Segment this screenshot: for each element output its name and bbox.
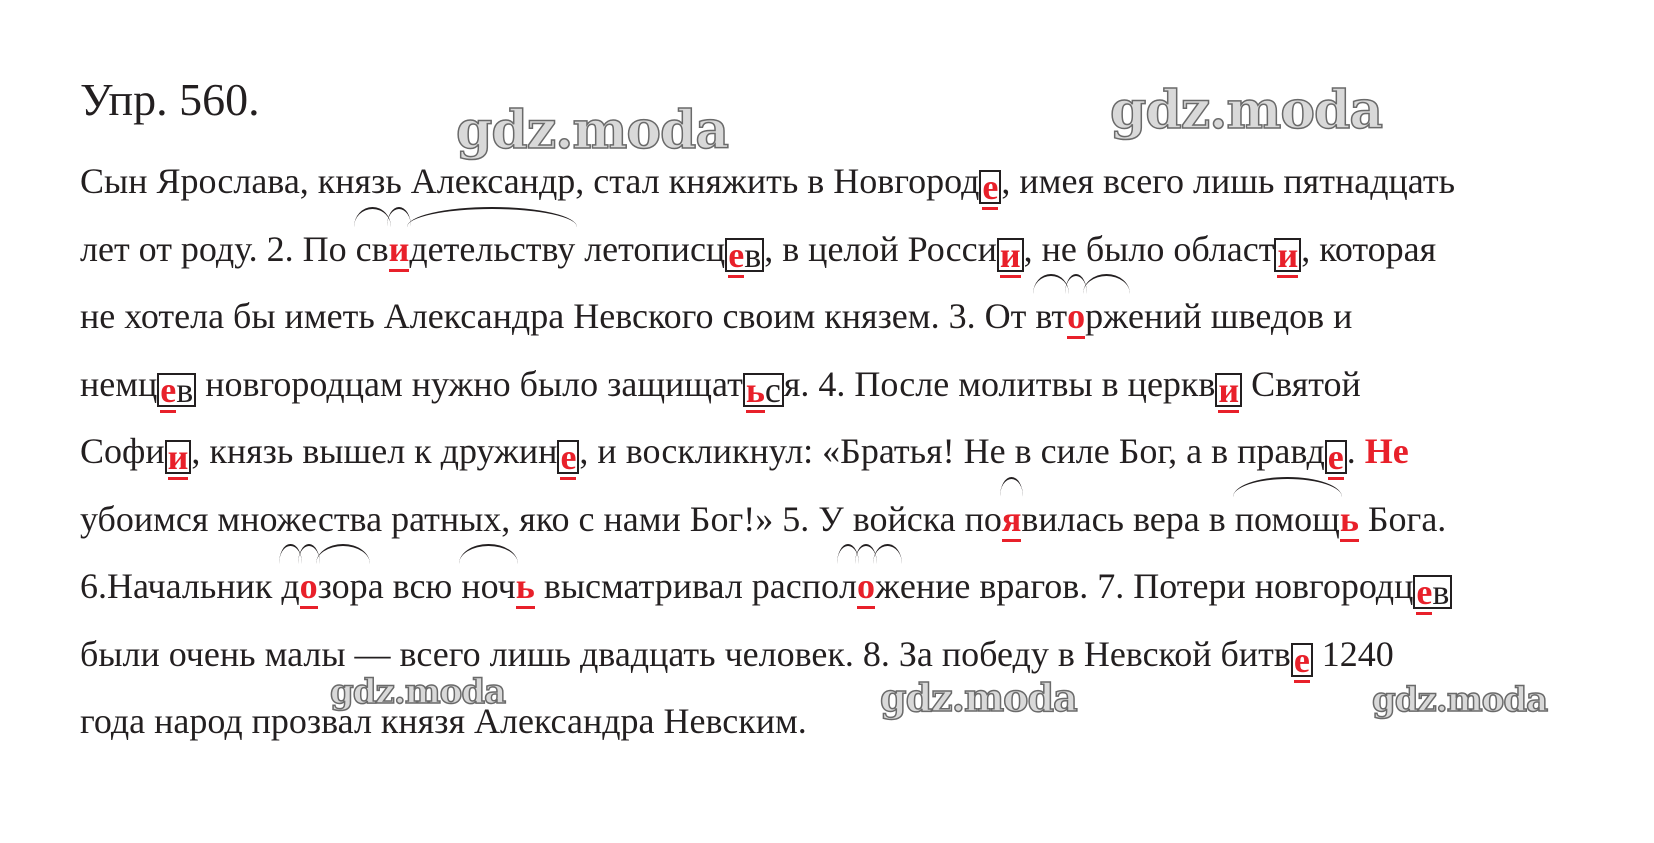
text-segment: , которая [1301, 228, 1437, 269]
root-arc: вт [1035, 283, 1067, 351]
text-segment: Бога. [1358, 498, 1447, 539]
spelling-box [997, 234, 1024, 275]
root-arc [389, 216, 410, 284]
spelling-box [1413, 572, 1452, 612]
marked-letter: ь [1340, 499, 1359, 542]
text-segment: , имея всего лишь пятнадцать [1001, 161, 1455, 201]
spelling-box [1215, 369, 1242, 410]
watermark-logo: gdz.moda [1110, 80, 1383, 141]
marked-letter: я [1002, 499, 1021, 542]
text-line [80, 283, 1620, 351]
root-arc [1002, 486, 1021, 554]
root-arc: д [281, 553, 299, 621]
spelling-box [725, 234, 764, 275]
marked-letter: о [1067, 296, 1085, 339]
marked-letter: е [1416, 572, 1432, 615]
exercise-title: Упр. 560. [80, 74, 260, 125]
spelling-box [1274, 234, 1301, 275]
text-line [80, 351, 1620, 419]
watermark-logo: gdz.moda [1372, 680, 1548, 720]
boxed-text: с [764, 369, 781, 410]
text-segment: , в целой Росси [764, 228, 997, 269]
marked-letter: е [728, 235, 744, 278]
text-segment: ение врагов. 7. Потери новгородц [899, 566, 1414, 606]
text-segment: , и воскликнул: «Братья! Не в силе Бог, а в правд [579, 431, 1325, 471]
text-line [80, 486, 1620, 554]
text-line [80, 418, 1620, 486]
spelling-box [1291, 639, 1313, 680]
text-line [80, 216, 1620, 284]
watermark-logo: gdz.moda [880, 675, 1077, 720]
text-segment: ений шведов и [1128, 296, 1353, 336]
text-segment: лет от роду. 2. По [80, 228, 356, 269]
spelling-box [1325, 437, 1347, 477]
highlighted-word: Не [1364, 431, 1409, 471]
marked-letter: ь [746, 370, 765, 413]
root-arc: ноч [461, 553, 515, 621]
text-line [80, 148, 1620, 216]
spelling-box [557, 437, 579, 477]
exercise-text [80, 148, 1620, 756]
boxed-text: в [1432, 572, 1450, 612]
text-segment: Святой [1242, 363, 1361, 404]
text-segment: , князь вышел к дружин [191, 431, 558, 471]
marked-letter: е [1294, 640, 1310, 683]
text-segment: были очень малы — всего лишь двадцать человек. 8. За победу в Невской битв [80, 633, 1291, 674]
spelling-box [743, 369, 784, 410]
root-arc: св [356, 216, 389, 284]
marked-letter: е [560, 437, 576, 480]
root-arc: л [839, 553, 857, 621]
text-line [80, 553, 1620, 621]
text-segment: я. 4. После молитвы в церкв [783, 363, 1216, 404]
marked-letter: и [389, 229, 410, 272]
marked-letter: и [168, 437, 189, 480]
root-arc: помощ [1235, 486, 1340, 554]
marked-letter: о [300, 566, 318, 609]
text-segment: Софи [80, 431, 165, 471]
watermark-logo: gdz.moda [456, 100, 729, 161]
text-segment: немц [80, 363, 158, 404]
text-segment: летописц [575, 228, 726, 269]
marked-letter: о [857, 566, 875, 609]
text-line [80, 621, 1620, 689]
text-segment: года народ прозвал князя Александра Невским. [80, 701, 807, 741]
marked-letter: е [982, 167, 998, 210]
watermark-logo: gdz.moda [330, 672, 506, 712]
text-segment: высматривал распо [534, 566, 840, 606]
text-segment: новгородцам нужно было защищат [196, 363, 743, 404]
root-arc [300, 553, 318, 621]
marked-letter: и [1218, 370, 1239, 413]
text-segment: . [1346, 431, 1365, 471]
text-segment: , не было област [1023, 228, 1275, 269]
text-segment: убоимся множества ратных, яко с нами Бог!» 5. У войска по [80, 498, 1002, 539]
text-segment: 1240 [1312, 633, 1394, 674]
text-segment: 6.Начальник [80, 566, 282, 606]
spelling-box [979, 167, 1001, 207]
text-segment: а всю [367, 566, 462, 606]
marked-letter: ь [516, 566, 535, 609]
root-arc: зор [318, 553, 368, 621]
text-segment: вилась вера в [1021, 498, 1235, 539]
spelling-box [157, 369, 196, 410]
boxed-text: в [176, 369, 194, 410]
text-segment: Сын Ярослава, князь Александр, стал княжить в Новгород [80, 161, 980, 201]
marked-letter: и [1000, 235, 1021, 278]
marked-letter: и [1277, 235, 1298, 278]
text-segment: не хотела бы иметь Александра Невского своим князем. 3. От [80, 296, 1036, 336]
marked-letter: е [160, 370, 176, 413]
marked-letter: е [1328, 437, 1344, 480]
root-arc: рж [1085, 283, 1128, 351]
text-line [80, 688, 1620, 756]
root-arc: ж [875, 553, 900, 621]
boxed-text: в [744, 234, 762, 275]
spelling-box [165, 437, 192, 477]
root-arc: детельству [409, 216, 575, 284]
